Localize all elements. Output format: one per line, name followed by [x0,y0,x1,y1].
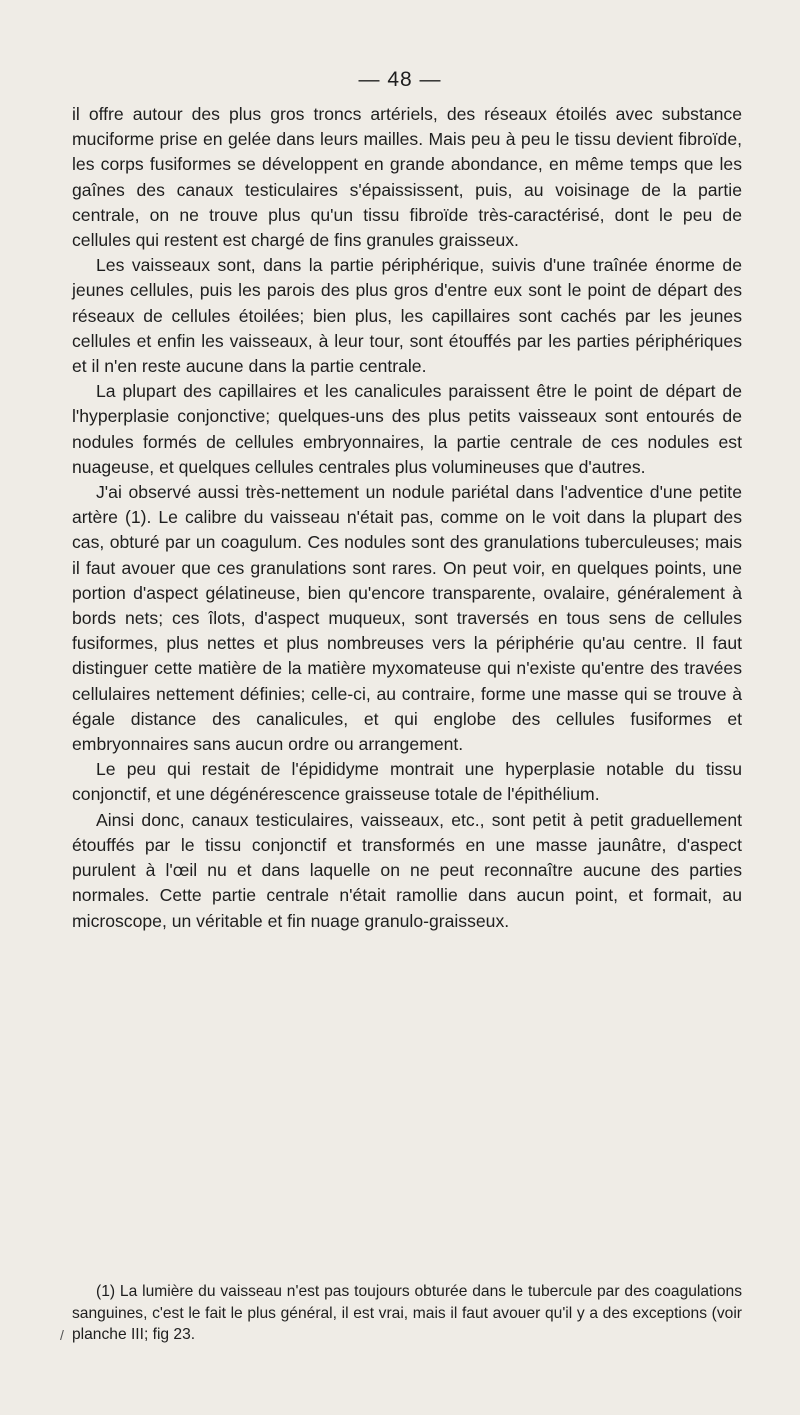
body-text [72,102,742,934]
paragraph-6: Ainsi donc, canaux testiculaires, vaisseaux, etc., sont petit à petit graduellement étouffés par le tissu conjonctif et transformés en une masse jaunâtre, d'aspect purulent à l'œil nu et dans laquelle on ne peut reconnaître aucune des parties normales. Cette partie centrale n'était ramollie dans aucun point, et formait, au microscope, un véritable et fin nuage granulo-graisseux. [72,809,742,931]
paragraph-3: La plupart des capillaires et les canalicules paraissent être le point de départ de l'hyperplasie conjonctive; quelques-uns des plus petits vaisseaux sont entourés de nodules formés de cellules embryonnaires, la partie centrale de ces nodules est nuageuse, et quelques cellules centrales plus volumineuses que d'autres. [72,381,742,477]
footnote [72,1281,742,1346]
footnote-text: (1) La lumière du vaisseau n'est pas toujours obturée dans le tubercule par des coagulations sanguines, c'est le fait le plus général, il est vrai, mais il faut avouer qu'il y a des exceptions (voir planche III; fig 23. [72,1283,742,1344]
paragraph-4: J'ai observé aussi très-nettement un nodule pariétal dans l'adventice d'une petite artère (1). Le calibre du vaisseau n'était pas, comme on le voit dans la plupart des cas, obturé par un coagulum. Ces nodules sont des granulations tuberculeuses; mais il faut avouer que ces granulations sont rares. On peut voir, en quelques points, une portion d'aspect gélatineuse, bien qu'encore transparente, ovalaire, généralement à bords nets; ces îlots, d'aspect muqueux, sont traversés en tous sens de cellules fusiformes, plus nettes et plus nombreuses vers la périphérie qu'au centre. Il faut distinguer cette matière de la matière myxomateuse qui n'existe qu'entre des travées cellulaires nettement définies; celle-ci, au contraire, forme une masse qui se trouve à égale distance des canalicules, et qui englobe des cellules fusiformes et embryonnaires sans aucun ordre ou arrangement. [72,482,742,755]
paragraph-2: Les vaisseaux sont, dans la partie périphérique, suivis d'une traînée énorme de jeunes cellules, puis les parois des plus gros d'entre eux sont le point de départ des réseaux de cellules étoilées; bien plus, les capillaires sont cachés par les jeunes cellules et enfin les vaisseaux, à leur tour, sont étouffés par les parties périphériques et il n'en reste aucune dans la partie centrale. [72,255,742,377]
margin-mark: / [60,1327,64,1343]
page-number: — 48 — [358,68,442,91]
paragraph-5: Le peu qui restait de l'épididyme montrait une hyperplasie notable du tissu conjonctif, et une dégénérescence graisseuse totale de l'épithélium. [72,759,742,805]
paragraph-1: il offre autour des plus gros troncs artériels, des réseaux étoilés avec substance muciforme prise en gelée dans leurs mailles. Mais peu à peu le tissu devient fibroïde, les corps fusiformes se développent en grande abondance, en même temps que les gaînes des canaux testiculaires s'épaississent, puis, au voisinage de la partie centrale, on ne trouve plus qu'un tissu fibroïde très-caractérisé, dont le peu de cellules qui restent est chargé de fins granules graisseux. [72,104,742,251]
